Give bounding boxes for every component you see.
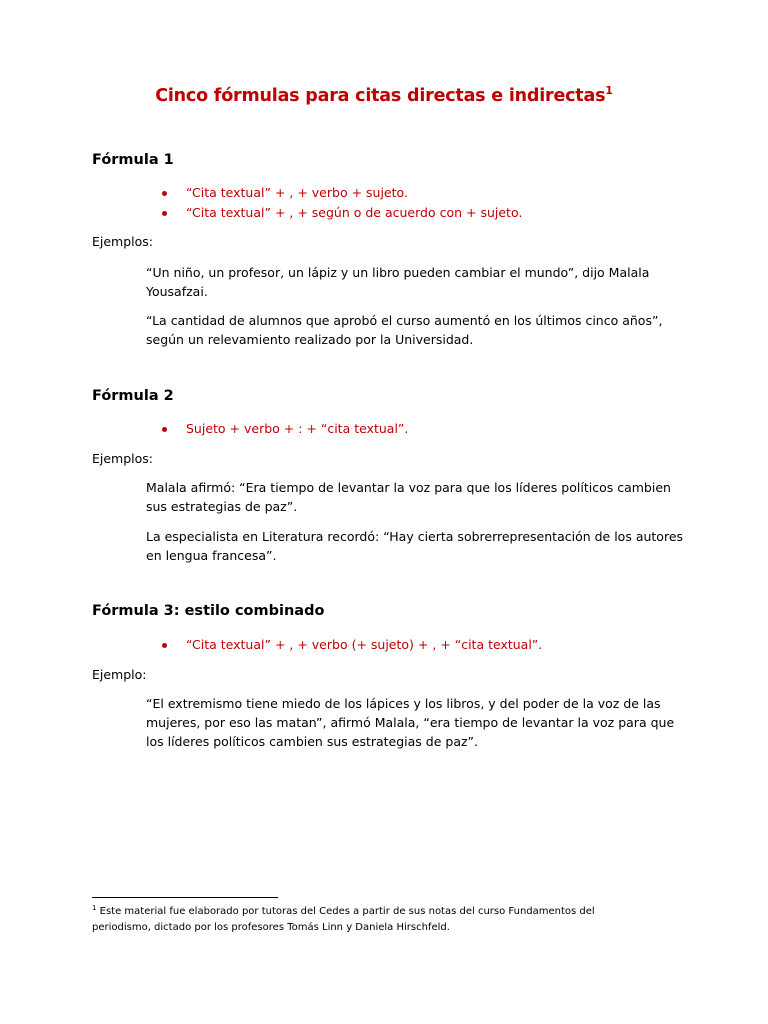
formula-text: “Cita textual” + , + verbo + sujeto. xyxy=(186,185,408,200)
formula-2-list xyxy=(158,419,408,439)
example-formula-1-2: “La cantidad de alumnos que aprobó el curso aumentó en los últimos cinco años”, según un relevamiento realizado por la Universidad. xyxy=(146,313,663,347)
examples-label-formula-2: Ejemplos: xyxy=(92,451,154,466)
bullet-icon xyxy=(162,211,167,216)
formula-3-list xyxy=(158,635,542,655)
formula-1-item-2 xyxy=(158,203,522,223)
example-formula-3-1: “El extremismo tiene miedo de los lápices y los libros, y del poder de la voz de las mujeres, por eso las matan”, afirmó Malala, “era tiempo de levantar la voz para que los líderes políticos cambien sus estrategias de paz”. xyxy=(146,696,675,749)
section-heading-formula-1: Fórmula 1 xyxy=(92,152,174,168)
formula-3-item-1 xyxy=(158,635,542,655)
example-formula-1-1: “Un niño, un profesor, un lápiz y un libro pueden cambiar el mundo”, dijo Malala Yousafzai. xyxy=(146,265,650,299)
footnote-text: Este material fue elaborado por tutoras del Cedes a partir de sus notas del curso Fundamentos del periodismo, dictado por los profesores Tomás Linn y Daniela Hirschfeld. xyxy=(92,906,595,933)
footnote-separator xyxy=(92,897,278,898)
formula-1-item-1 xyxy=(158,183,522,203)
formula-2-item-1 xyxy=(158,419,408,439)
formula-text: Sujeto + verbo + : + “cita textual”. xyxy=(186,421,409,436)
formula-1-list xyxy=(158,183,522,223)
footnote xyxy=(92,904,652,936)
example-formula-2-2: La especialista en Literatura recordó: “Hay cierta sobrerrepresentación de los autores en lengua francesa”. xyxy=(146,529,684,563)
examples-label-formula-3: Ejemplo: xyxy=(92,667,147,682)
formula-text: “Cita textual” + , + verbo (+ sujeto) + , + “cita textual”. xyxy=(186,637,543,652)
examples-label-formula-1: Ejemplos: xyxy=(92,234,154,249)
title-footnote-marker: 1 xyxy=(605,84,613,97)
bullet-icon xyxy=(162,191,167,196)
formula-text: “Cita textual” + , + según o de acuerdo con + sujeto. xyxy=(186,205,523,220)
title-text: Cinco fórmulas para citas directas e indirectas xyxy=(155,86,606,106)
footnote-marker: 1 xyxy=(92,904,97,912)
example-formula-2-1: Malala afirmó: “Era tiempo de levantar la voz para que los líderes políticos cambien sus estrategias de paz”. xyxy=(146,480,671,514)
bullet-icon xyxy=(162,643,167,648)
page-title xyxy=(0,86,768,106)
section-heading-formula-2: Fórmula 2 xyxy=(92,388,174,404)
section-heading-formula-3: Fórmula 3: estilo combinado xyxy=(92,603,325,619)
bullet-icon xyxy=(162,427,167,432)
